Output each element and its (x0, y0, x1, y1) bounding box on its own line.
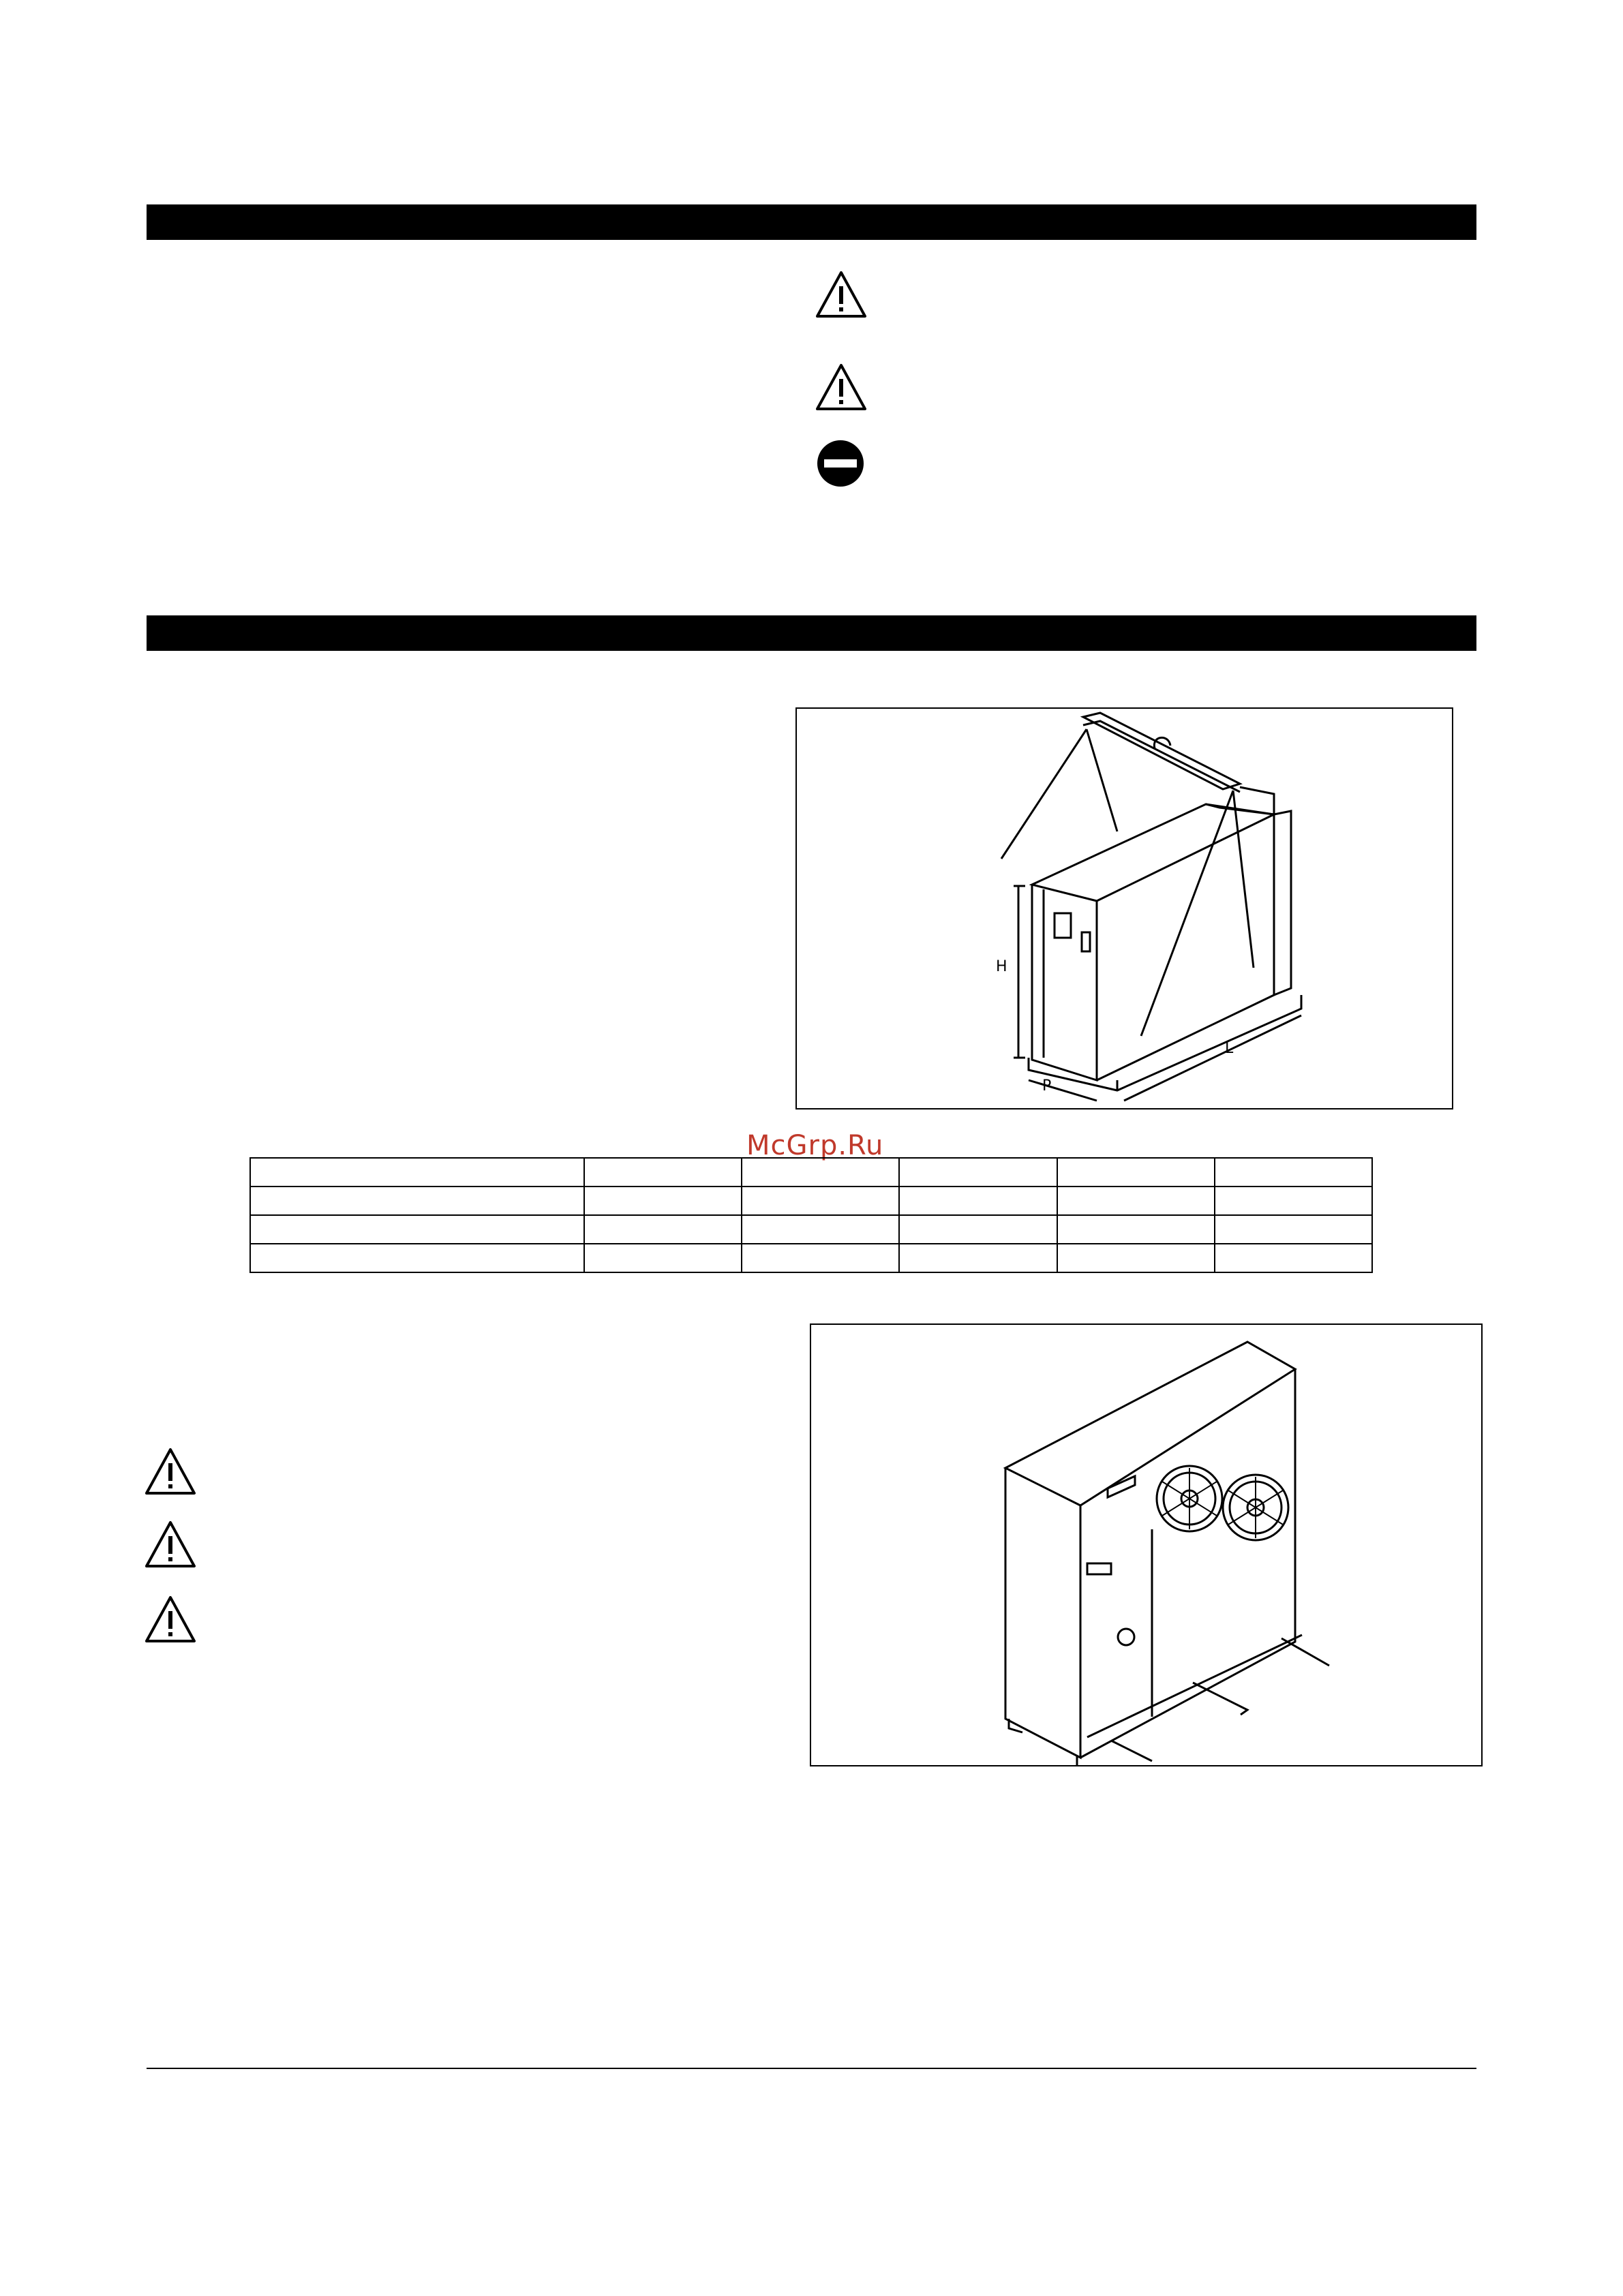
table-cell (1057, 1187, 1215, 1215)
table-cell (1215, 1158, 1372, 1187)
table-cell (742, 1244, 899, 1272)
table-cell (250, 1187, 584, 1215)
no-entry-icon (816, 439, 865, 488)
table-cell (584, 1187, 742, 1215)
warning-triangle-icon (815, 270, 867, 319)
lifting-figure (795, 707, 1453, 1109)
table-cell (1215, 1187, 1372, 1215)
table-cell (899, 1187, 1057, 1215)
table-row (250, 1158, 1372, 1187)
warning-triangle-icon (145, 1447, 196, 1496)
table-cell (1215, 1244, 1372, 1272)
table-cell (1215, 1215, 1372, 1244)
table-cell (250, 1158, 584, 1187)
warning-triangle-icon (145, 1520, 196, 1569)
table-cell (584, 1244, 742, 1272)
table-cell (250, 1215, 584, 1244)
table-cell (1057, 1215, 1215, 1244)
dimension-l-label: L (1225, 1040, 1234, 1057)
footer-rule (147, 2068, 1476, 2069)
table-cell (250, 1244, 584, 1272)
table-cell (1057, 1158, 1215, 1187)
table-cell (742, 1187, 899, 1215)
dimensions-table (249, 1157, 1373, 1273)
unit-fans-figure (810, 1323, 1483, 1766)
table-cell (584, 1158, 742, 1187)
section-header-bar-2 (147, 615, 1476, 651)
watermark: McGrp.Ru (746, 1130, 884, 1161)
table-cell (742, 1215, 899, 1244)
table-row (250, 1215, 1372, 1244)
dimension-p-label: P (1042, 1077, 1052, 1095)
table-cell (899, 1215, 1057, 1244)
table-cell (1057, 1244, 1215, 1272)
table-row (250, 1244, 1372, 1272)
table-cell (742, 1158, 899, 1187)
table-cell (584, 1215, 742, 1244)
warning-triangle-icon (815, 363, 867, 412)
table-cell (899, 1158, 1057, 1187)
dimension-h-label: H (996, 958, 1007, 975)
warning-triangle-icon (145, 1595, 196, 1644)
table-row (250, 1187, 1372, 1215)
table-cell (899, 1244, 1057, 1272)
section-header-bar-1 (147, 204, 1476, 240)
